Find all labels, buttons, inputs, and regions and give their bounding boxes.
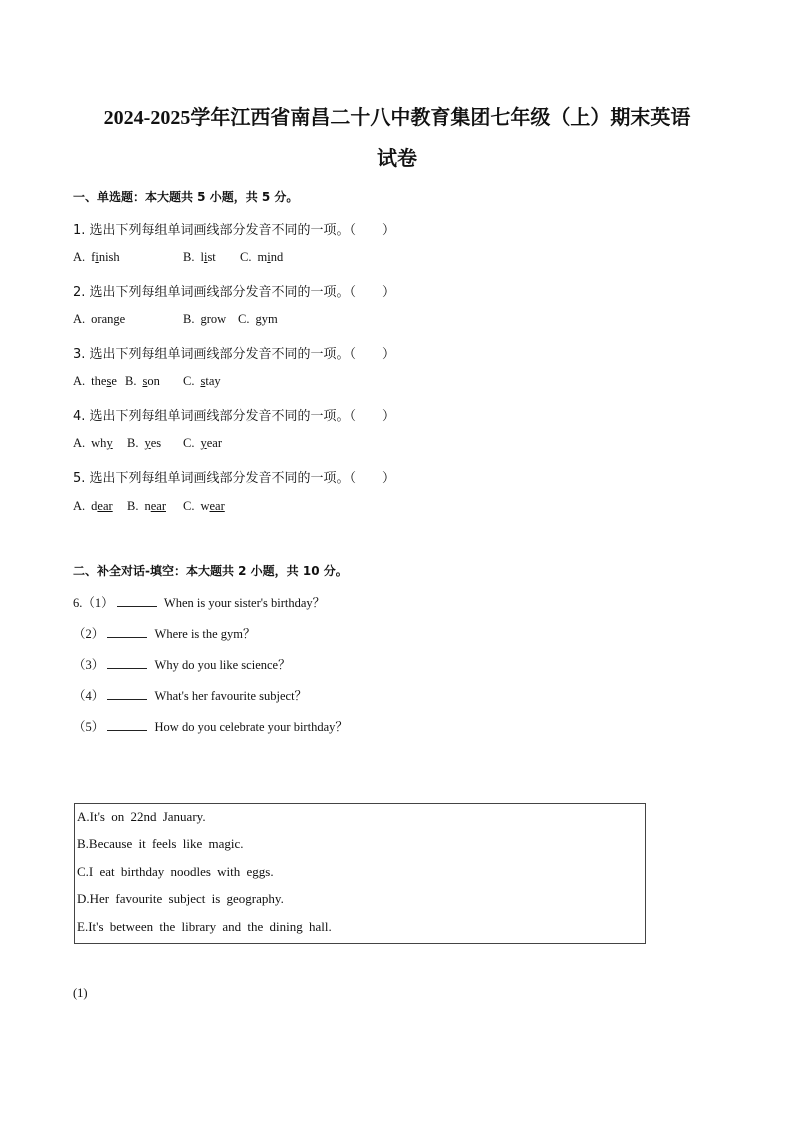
- question-stem: 3. 选出下列每组单词画线部分发音不同的一项。（ ）: [73, 347, 396, 362]
- dialogue-num: （4）: [73, 689, 105, 703]
- answer-blank[interactable]: [107, 656, 147, 669]
- choice-c: C.I eat birthday noodles with eggs.: [77, 864, 274, 879]
- option-label: C.: [183, 436, 195, 450]
- word-part: on: [147, 374, 160, 388]
- underlined-part: ear: [97, 499, 113, 513]
- exam-title-line1: 2024-2025学年江西省南昌二十八中教育集团七年级（上）期末英语: [103, 107, 691, 129]
- option-label: A.: [73, 499, 86, 513]
- underlined-part: g: [255, 312, 262, 326]
- option-row: [73, 436, 373, 452]
- option-row: [73, 499, 373, 515]
- option-c[interactable]: [183, 499, 225, 514]
- question-stem: 4. 选出下列每组单词画线部分发音不同的一项。（ ）: [73, 409, 396, 424]
- word-part: oran: [91, 312, 114, 326]
- dialogue-num: （5）: [73, 720, 105, 734]
- answer-blank[interactable]: [117, 594, 157, 607]
- dialogue-item-2: [73, 624, 256, 642]
- underlined-part: i: [95, 250, 99, 264]
- underlined-part: ear: [209, 499, 225, 513]
- option-label: B.: [183, 312, 195, 326]
- word-part: l: [200, 250, 204, 264]
- answer-blank[interactable]: [107, 687, 147, 700]
- question-stem: 2. 选出下列每组单词画线部分发音不同的一项。（ ）: [73, 285, 396, 300]
- option-label: A.: [73, 312, 86, 326]
- choice-a: A.It's on 22nd January.: [77, 809, 206, 824]
- word-part: wh: [91, 436, 107, 450]
- word-part: e: [111, 374, 117, 388]
- dialogue-item-5: [73, 717, 348, 735]
- question-stem: 1. 选出下列每组单词画线部分发音不同的一项。（ ）: [73, 223, 396, 238]
- word-part: m: [257, 250, 268, 264]
- word-part: nish: [98, 250, 120, 264]
- option-label: C.: [240, 250, 252, 264]
- word-part: row: [206, 312, 227, 326]
- underlined-part: g: [113, 312, 120, 326]
- word-part: n: [144, 499, 151, 513]
- option-a[interactable]: [73, 499, 113, 514]
- section1-heading: 一、单选题：本大题共 5 小题，共 5 分。: [73, 190, 299, 204]
- option-b[interactable]: [125, 374, 160, 389]
- option-b[interactable]: [127, 499, 166, 514]
- answer-line-1: (1): [73, 986, 88, 1000]
- option-label: B.: [127, 499, 139, 513]
- section2-heading: 二、补全对话-填空：本大题共 2 小题，共 10 分。: [73, 564, 348, 578]
- option-row: [73, 374, 373, 390]
- option-b[interactable]: [183, 312, 226, 327]
- option-c[interactable]: [240, 250, 283, 265]
- option-a[interactable]: [73, 312, 125, 327]
- option-label: A.: [73, 436, 86, 450]
- underlined-part: s: [106, 374, 112, 388]
- word-part: es: [150, 436, 162, 450]
- dialogue-num: （3）: [73, 658, 105, 672]
- word-part: ear: [206, 436, 222, 450]
- option-c[interactable]: [183, 374, 221, 389]
- choice-b: B.Because it feels like magic.: [77, 836, 244, 851]
- underlined-part: y: [200, 436, 207, 450]
- option-label: C.: [238, 312, 250, 326]
- answer-blank[interactable]: [107, 718, 147, 731]
- word-part: w: [200, 499, 210, 513]
- option-label: A.: [73, 250, 86, 264]
- word-part: f: [91, 250, 96, 264]
- option-a[interactable]: [73, 374, 117, 389]
- dialogue-text: What's her favourite subject？: [154, 689, 308, 703]
- underlined-part: g: [200, 312, 207, 326]
- option-c[interactable]: [238, 312, 278, 327]
- option-b[interactable]: [183, 250, 216, 265]
- word-part: st: [207, 250, 216, 264]
- option-label: A.: [73, 374, 86, 388]
- word-part: the: [91, 374, 107, 388]
- underlined-part: s: [142, 374, 148, 388]
- option-label: C.: [183, 499, 195, 513]
- option-label: B.: [183, 250, 195, 264]
- option-a[interactable]: [73, 250, 120, 265]
- word-part: nd: [270, 250, 284, 264]
- option-c[interactable]: [183, 436, 222, 451]
- dialogue-item-4: [73, 686, 307, 704]
- option-label: C.: [183, 374, 195, 388]
- option-row: [73, 250, 373, 266]
- word-part: tay: [205, 374, 221, 388]
- choice-d: D.Her favourite subject is geography.: [77, 891, 284, 906]
- exam-title-line2: 试卷: [377, 148, 417, 170]
- answer-choices-box: [74, 803, 646, 944]
- underlined-part: s: [200, 374, 206, 388]
- underlined-part: ear: [150, 499, 166, 513]
- dialogue-num: （2）: [73, 627, 105, 641]
- dialogue-text: How do you celebrate your birthday？: [154, 720, 348, 734]
- word-part: ym: [261, 312, 278, 326]
- underlined-part: i: [267, 250, 271, 264]
- underlined-part: y: [144, 436, 151, 450]
- option-row: [73, 312, 373, 328]
- answer-blank[interactable]: [107, 625, 147, 638]
- choice-e: E.It's between the library and the dining hall.: [77, 919, 332, 934]
- dialogue-item-1: [73, 593, 325, 611]
- option-a[interactable]: [73, 436, 113, 451]
- question-stem: 5. 选出下列每组单词画线部分发音不同的一项。（ ）: [73, 471, 396, 486]
- dialogue-num: 6.（1）: [73, 596, 114, 610]
- dialogue-text: Where is the gym？: [154, 627, 256, 641]
- option-label: B.: [127, 436, 139, 450]
- option-label: B.: [125, 374, 137, 388]
- option-b[interactable]: [127, 436, 161, 451]
- dialogue-item-3: [73, 655, 291, 673]
- dialogue-text: Why do you like science？: [154, 658, 291, 672]
- underlined-part: i: [203, 250, 208, 264]
- word-part: d: [91, 499, 98, 513]
- word-part: e: [119, 312, 126, 326]
- dialogue-text: When is your sister's birthday？: [163, 596, 326, 610]
- underlined-part: y: [106, 436, 113, 450]
